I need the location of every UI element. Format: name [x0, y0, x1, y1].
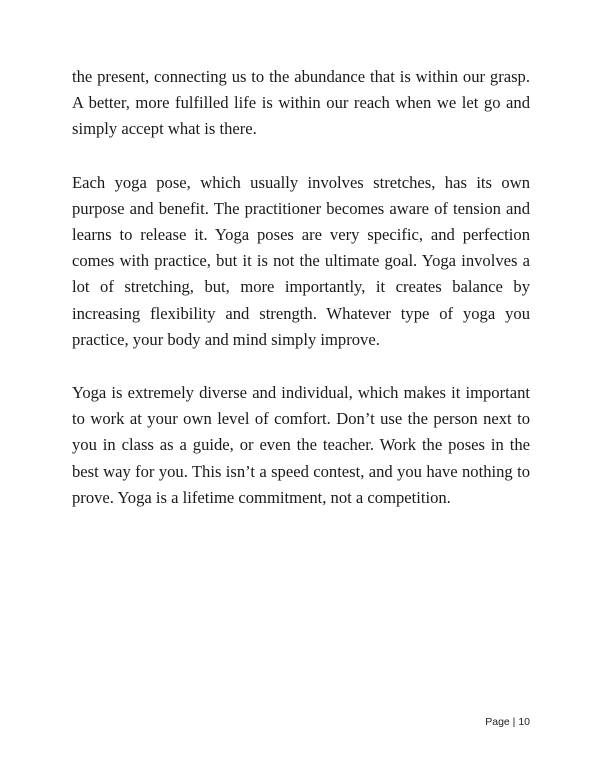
paragraph-1: the present, connecting us to the abundance that is within our grasp. A better, more fulfilled life is within our reach when we let go and simply accept what is there.	[72, 67, 530, 139]
page-number: Page | 10	[485, 716, 530, 728]
paragraph-3: Yoga is extremely diverse and individual, which makes it important to work at your own level of comfort. Don’t use the person next to you in class as a guide, or even the teacher. Work the poses in the best way for you. This isn’t a speed contest, and you have nothing to prove. Yoga is a lifetime commitment, not a competition.	[72, 383, 530, 507]
page-body	[72, 64, 530, 538]
paragraph-2: Each yoga pose, which usually involves stretches, has its own purpose and benefit. The practitioner becomes aware of tension and learns to release it. Yoga poses are very specific, and perfection comes with practice, but it is not the ultimate goal. Yoga involves a lot of stretching, but, more importantly, it creates balance by increasing flexibility and strength. Whatever type of yoga you practice, your body and mind simply improve.	[72, 172, 530, 349]
